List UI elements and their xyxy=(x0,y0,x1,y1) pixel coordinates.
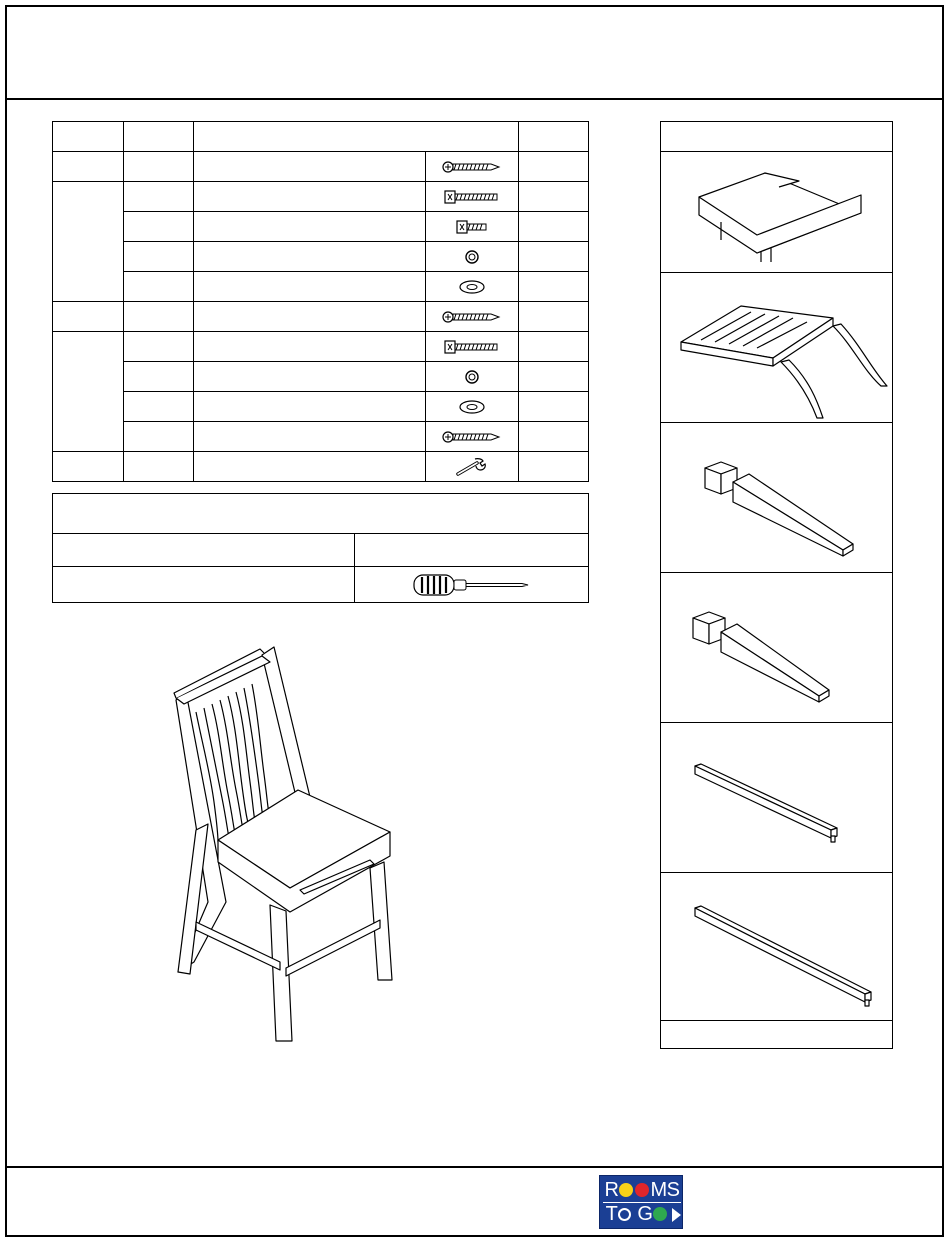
panel-label-band xyxy=(661,572,892,602)
long-stretcher-icon xyxy=(661,902,892,1022)
back-frame-icon xyxy=(661,302,892,422)
phillips-wood-screw-icon xyxy=(442,430,502,444)
table-row xyxy=(53,362,589,392)
tools-header-row xyxy=(53,494,589,534)
allen-bolt-short-icon xyxy=(456,220,488,234)
seat-cushion-icon xyxy=(661,152,892,272)
hardware-header-row xyxy=(53,122,589,152)
lock-washer-icon xyxy=(464,369,480,385)
rooms-to-go-logo: R MS T G xyxy=(599,1175,683,1229)
table-row xyxy=(53,182,589,212)
table-row xyxy=(53,302,589,332)
footer-divider xyxy=(5,1166,944,1168)
table-row xyxy=(53,242,589,272)
allen-bolt-long-icon xyxy=(444,340,500,354)
parts-panel xyxy=(660,121,893,1049)
table-row xyxy=(53,567,589,603)
allen-bolt-long-icon xyxy=(444,190,500,204)
hardware-table xyxy=(52,121,589,482)
table-row xyxy=(53,452,589,482)
panel-label-band xyxy=(661,272,892,302)
short-stretcher-icon xyxy=(661,752,892,872)
flat-washer-icon xyxy=(459,280,485,294)
play-arrow-icon xyxy=(672,1208,681,1222)
table-row xyxy=(53,272,589,302)
lock-washer-icon xyxy=(464,249,480,265)
table-row xyxy=(53,332,589,362)
phillips-wood-screw-icon xyxy=(442,310,502,324)
table-row xyxy=(53,422,589,452)
panel-label-band xyxy=(661,722,892,752)
table-row xyxy=(53,152,589,182)
screwdriver-icon xyxy=(412,572,532,598)
panel-header xyxy=(661,122,892,152)
bar-stool-chair-icon xyxy=(160,640,400,1050)
allen-wrench-icon xyxy=(455,457,489,477)
front-leg-icon xyxy=(661,602,892,722)
tools-table xyxy=(52,493,589,603)
flat-washer-icon xyxy=(459,400,485,414)
table-row xyxy=(53,392,589,422)
panel-label-band xyxy=(661,1020,892,1050)
phillips-wood-screw-icon xyxy=(442,160,502,174)
header-divider xyxy=(5,98,944,100)
tools-subheader-row xyxy=(53,534,589,567)
panel-label-band xyxy=(661,872,892,902)
table-row xyxy=(53,212,589,242)
logo-line-2-text xyxy=(600,1176,601,1177)
panel-label-band xyxy=(661,422,892,452)
front-leg-icon xyxy=(661,452,892,572)
logo-line-1-text xyxy=(600,1176,601,1177)
